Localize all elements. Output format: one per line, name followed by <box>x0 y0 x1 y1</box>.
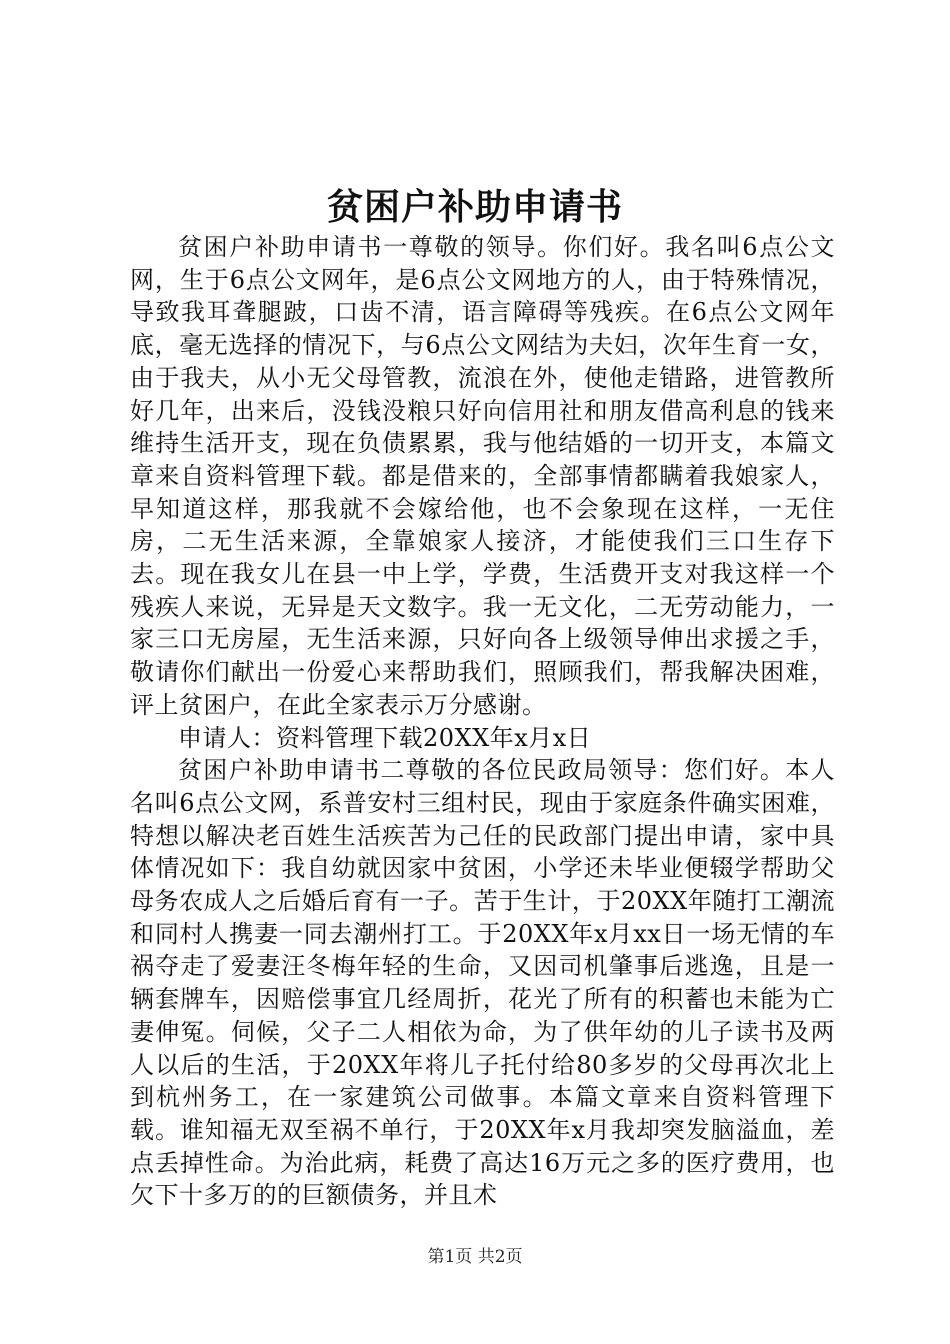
paragraph-applicant-signature: 申请人：资料管理下载20XX年x月x日 <box>178 723 592 752</box>
document-body <box>130 231 835 1212</box>
document-title: 贫困户补助申请书 <box>326 186 623 228</box>
page-footer: 第1页 共2页 <box>427 1247 523 1267</box>
paragraph-application-two: 贫困户补助申请书二尊敬的各位民政局领导：您们好。本人名叫6点公文网，系普安村三组村民，现由于家庭条件确实困难，特想以解决老百姓生活疾苦为己任的民政部门提出申请，家中具体情况如下：我自幼就因家中贫困，小学还未毕业便辍学帮助父母务农成人之后婚后育有一子。苦于生计，于20XX年随打工潮流和同村人携妻一同去潮州打工。于20XX年x月xx日一场无情的车祸夺走了爱妻汪冬梅年轻的生命，又因司机肇事后逃逸，且是一辆套牌车，因赔偿事宜几经周折，花光了所有的积蓄也未能为亡妻伸冤。伺候，父子二人相依为命，为了供年幼的儿子读书及两人以后的生活，于20XX年将儿子托付给80多岁的父母再次北上到杭州务工，在一家建筑公司做事。本篇文章来自资料管理下载。谁知福无双至祸不单行，于20XX年x月我却突发脑溢血，差点丢掉性命。为治此病，耗费了高达16万元之多的医疗费用，也欠下十多万的的巨额债务，并且术 <box>130 756 835 1210</box>
paragraph-application-one: 贫困户补助申请书一尊敬的领导。你们好。我名叫6点公文网，生于6点公文网年，是6点公文网地方的人，由于特殊情况，导致我耳聋腿跛，口齿不清，语言障碍等残疾。在6点公文网年底，毫无选择的情况下，与6点公文网结为夫妇，次年生育一女，由于我夫，从小无父母管教，流浪在外，使他走错路，进管教所好几年，出来后，没钱没粮只好向信用社和朋友借高利息的钱来维持生活开支，现在负债累累，我与他结婚的一切开支，本篇文章来自资料管理下载。都是借来的，全部事情都瞒着我娘家人，早知道这样，那我就不会嫁给他，也不会象现在这样，一无住房，二无生活来源，全靠娘家人接济，才能使我们三口生存下去。现在我女儿在县一中上学，学费，生活费开支对我这样一个残疾人来说，无异是天文数字。我一无文化，二无劳动能力，一家三口无房屋，无生活来源，只好向各上级领导伸出求援之手，敬请你们献出一份爱心来帮助我们，照顾我们，帮我解决困难，评上贫困户，在此全家表示万分感谢。 <box>130 233 835 719</box>
